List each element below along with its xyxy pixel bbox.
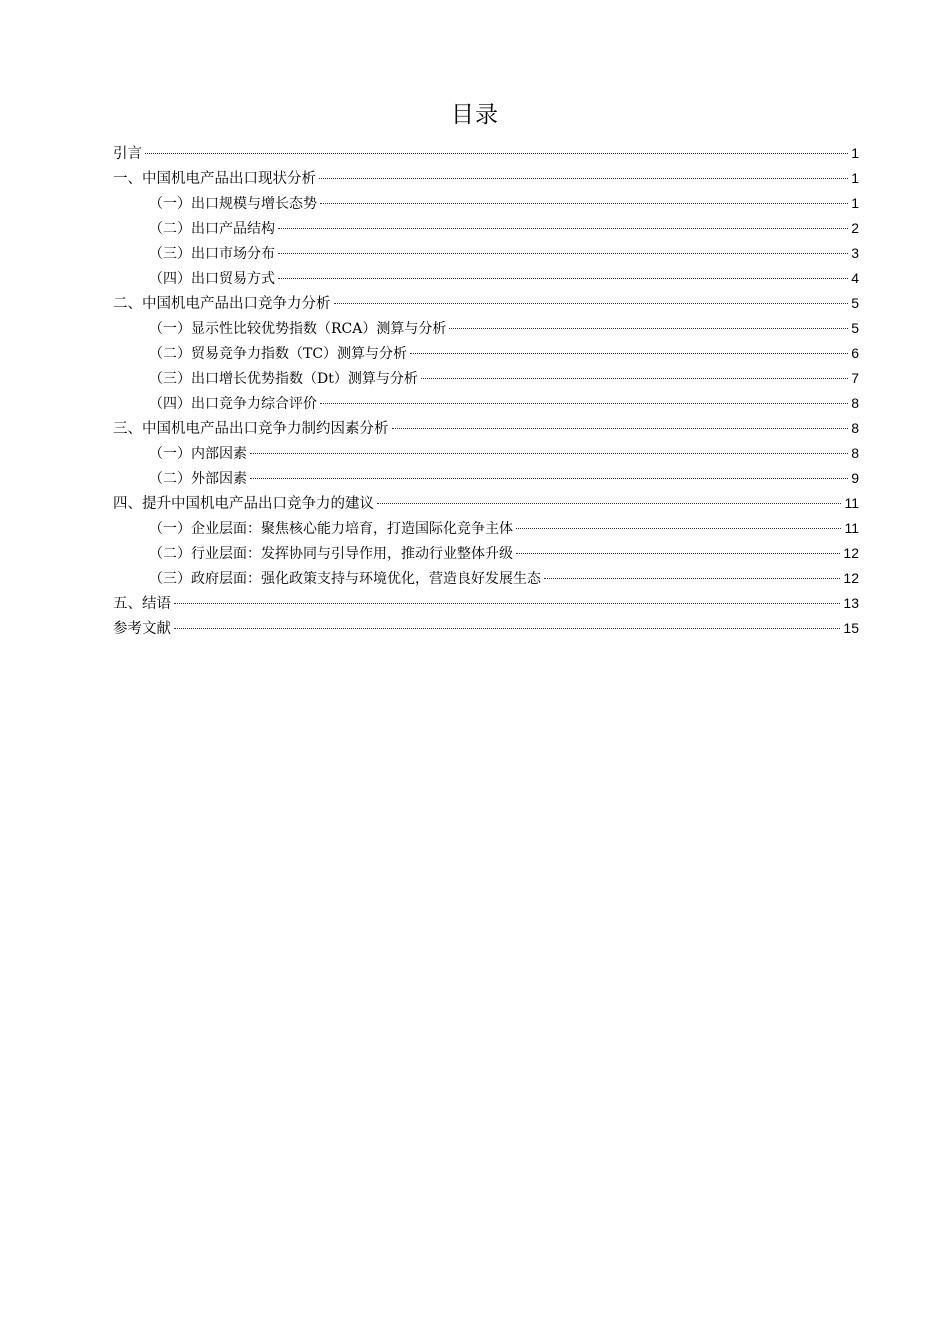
toc-entry[interactable] xyxy=(113,516,859,541)
toc-entry-label: 二、中国机电产品出口竞争力分析 xyxy=(113,296,331,312)
toc-page-number: 12 xyxy=(843,545,859,561)
toc-entry-label: （一）出口规模与增长态势 xyxy=(149,196,317,212)
toc-entry-label: （二）外部因素 xyxy=(149,471,247,487)
toc-entry-label: （一）内部因素 xyxy=(149,446,247,462)
toc-dot-leader xyxy=(449,328,848,329)
toc-entry[interactable] xyxy=(113,566,859,591)
toc-entry-label: （二）行业层面：发挥协同与引导作用，推动行业整体升级 xyxy=(149,546,513,562)
toc-entry-label: （四）出口竞争力综合评价 xyxy=(149,396,317,412)
toc-dot-leader xyxy=(516,528,841,529)
toc-dot-leader xyxy=(392,428,849,429)
toc-dot-leader xyxy=(320,403,848,404)
toc-entry-label: 四、提升中国机电产品出口竞争力的建议 xyxy=(113,496,374,512)
toc-entry-label: （三）出口市场分布 xyxy=(149,246,275,262)
toc-dot-leader xyxy=(320,203,848,204)
toc-dot-leader xyxy=(377,503,841,504)
toc-entry-label: 引言 xyxy=(113,146,142,162)
toc-entry[interactable] xyxy=(113,241,859,266)
toc-entry[interactable] xyxy=(113,141,859,166)
toc-page-number: 15 xyxy=(843,620,859,636)
toc-entry[interactable] xyxy=(113,216,859,241)
toc-dot-leader xyxy=(410,353,848,354)
toc-dot-leader xyxy=(278,253,848,254)
toc-entry[interactable] xyxy=(113,491,859,516)
toc-page-number: 8 xyxy=(851,395,859,411)
toc-entry-label: （一）企业层面：聚焦核心能力培育，打造国际化竞争主体 xyxy=(149,521,513,537)
toc-entry[interactable] xyxy=(113,316,859,341)
toc-page-number: 6 xyxy=(851,345,859,361)
toc-entry-label: （四）出口贸易方式 xyxy=(149,271,275,287)
toc-page-number: 1 xyxy=(851,170,859,186)
toc-dot-leader xyxy=(174,603,840,604)
toc-page-number: 5 xyxy=(851,295,859,311)
toc-dot-leader xyxy=(544,578,840,579)
toc-entry[interactable] xyxy=(113,616,859,641)
toc-entry-label: （三）出口增长优势指数（Dt）测算与分析 xyxy=(149,371,418,387)
toc-entry-label: 参考文献 xyxy=(113,621,171,637)
toc-entry-label: （一）显示性比较优势指数（RCA）测算与分析 xyxy=(149,321,447,337)
toc-entry[interactable] xyxy=(113,591,859,616)
toc-entry[interactable] xyxy=(113,541,859,566)
toc-dot-leader xyxy=(516,553,840,554)
toc-page-number: 7 xyxy=(851,370,859,386)
toc-dot-leader xyxy=(319,178,848,179)
toc-page-number: 1 xyxy=(851,145,859,161)
toc-dot-leader xyxy=(278,228,848,229)
toc-page-number: 13 xyxy=(843,595,859,611)
toc-dot-leader xyxy=(250,478,848,479)
toc-page-number: 12 xyxy=(843,570,859,586)
toc-page-number: 3 xyxy=(851,245,859,261)
toc-dot-leader xyxy=(421,378,848,379)
toc-entry[interactable] xyxy=(113,341,859,366)
toc-dot-leader xyxy=(334,303,849,304)
toc-page-number: 8 xyxy=(851,420,859,436)
toc-entry-label: （二）贸易竞争力指数（TC）测算与分析 xyxy=(149,346,408,362)
toc-page-number: 2 xyxy=(851,220,859,236)
toc-page-number: 11 xyxy=(844,495,859,511)
toc-entry[interactable] xyxy=(113,416,859,441)
toc-page-number: 9 xyxy=(851,470,859,486)
toc-entry[interactable] xyxy=(113,191,859,216)
toc-dot-leader xyxy=(145,153,848,154)
toc-entry-label: 一、中国机电产品出口现状分析 xyxy=(113,171,316,187)
toc-page-number: 5 xyxy=(851,320,859,336)
toc-entry-label: 三、中国机电产品出口竞争力制约因素分析 xyxy=(113,421,389,437)
toc-entry[interactable] xyxy=(113,441,859,466)
toc-entry-label: （三）政府层面：强化政策支持与环境优化，营造良好发展生态 xyxy=(149,571,541,587)
toc-page-number: 11 xyxy=(844,520,859,536)
table-of-contents xyxy=(113,141,859,641)
toc-entry-label: 五、结语 xyxy=(113,596,171,612)
toc-page-number: 8 xyxy=(851,445,859,461)
toc-dot-leader xyxy=(174,628,840,629)
toc-page-number: 1 xyxy=(851,195,859,211)
toc-entry-label: （二）出口产品结构 xyxy=(149,221,275,237)
toc-dot-leader xyxy=(250,453,848,454)
toc-entry[interactable] xyxy=(113,166,859,191)
toc-page-number: 4 xyxy=(851,270,859,286)
toc-entry[interactable] xyxy=(113,466,859,491)
toc-entry[interactable] xyxy=(113,391,859,416)
toc-title: 目录 xyxy=(451,102,499,128)
toc-entry[interactable] xyxy=(113,291,859,316)
toc-entry[interactable] xyxy=(113,366,859,391)
toc-entry[interactable] xyxy=(113,266,859,291)
toc-dot-leader xyxy=(278,278,848,279)
